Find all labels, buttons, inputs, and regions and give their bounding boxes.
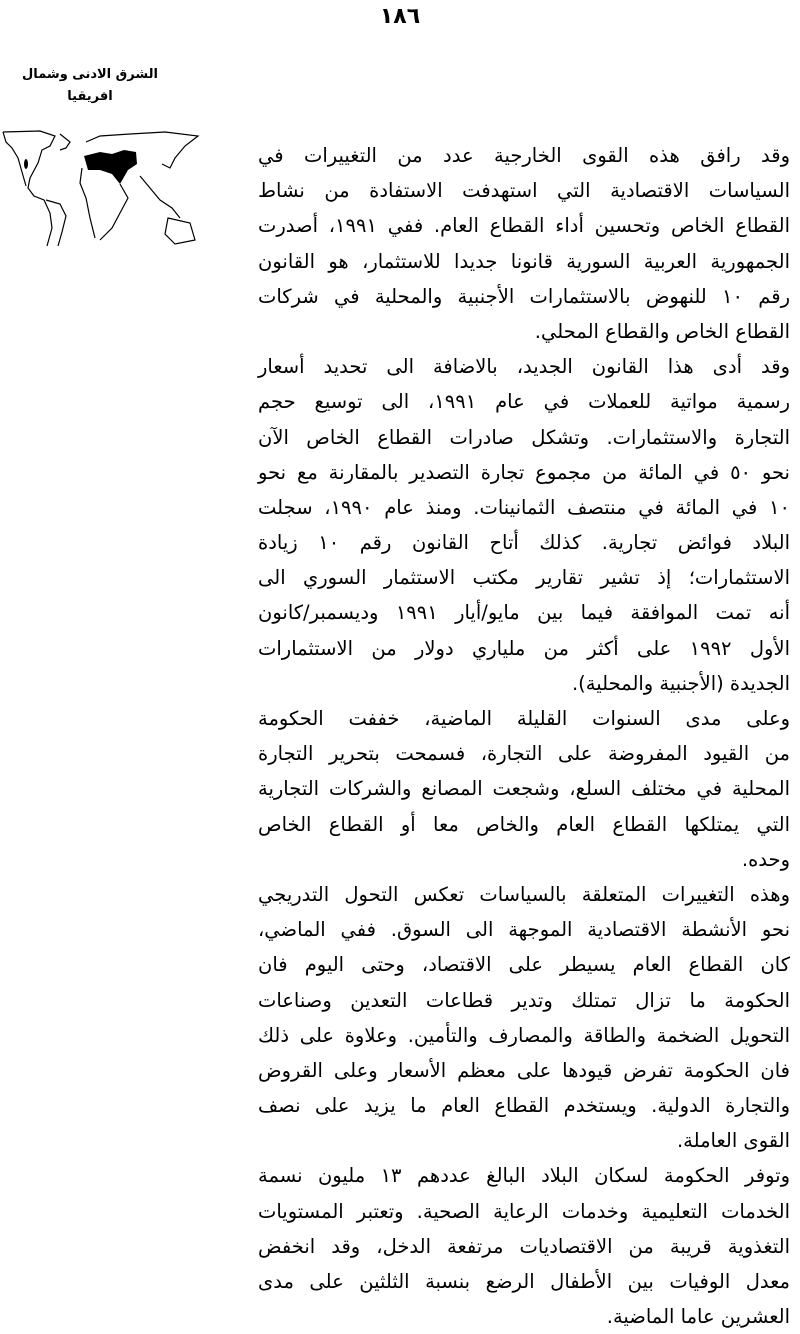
- page-number: ١٨٦: [379, 4, 421, 29]
- text-line: السياسات الاقتصادية التي استهدفت الاستفادة من نشاط: [258, 179, 790, 203]
- text-line: نحو الأنشطة الاقتصادية الموجهة الى السوق. ففي الماضي،: [258, 918, 790, 942]
- text-line: رقم ١٠ للنهوض بالاستثمارات الأجنبية والمحلية في شركات: [258, 284, 791, 308]
- text-line: والتجارة الدولية. ويستخدم القطاع العام ما يزيد على نصف: [258, 1094, 790, 1118]
- world-map-icon: [0, 128, 205, 248]
- text-line: الحكومة ما تزال تمتلك وتدير قطاعات التعدين وصناعات: [258, 988, 790, 1012]
- body-text: [258, 138, 790, 1334]
- text-line: وعلى مدى السنوات القليلة الماضية، خففت الحكومة: [258, 707, 790, 730]
- text-line: ١٠ في المائة في منتصف الثمانينات. ومنذ عام ١٩٩٠، سجلت: [258, 495, 790, 519]
- text-line: فان الحكومة تفرض قيودها على معظم الأسعار وعلى القروض: [258, 1058, 790, 1082]
- text-line: القوى العاملة.: [676, 1129, 790, 1153]
- text-line: كان القطاع العام يسيطر على الاقتصاد، وحتى اليوم فان: [258, 953, 790, 977]
- text-line: التي يمتلكها القطاع العام والخاص معا أو القطاع الخاص: [258, 812, 790, 836]
- text-line: المحلية في مختلف السلع، وشجعت المصانع والشركات التجارية: [258, 777, 790, 801]
- caption-line: الشرق الادنى وشمال: [22, 67, 158, 82]
- text-line: التغذوية قريبة من الاقتصاديات مرتفعة الدخل، وقد انخفض: [258, 1234, 790, 1258]
- text-line: الاستثمارات؛ إذ تشير تقارير مكتب الاستثمار السوري الى: [258, 566, 790, 590]
- text-line: الجديدة (الأجنبية والمحلية).: [571, 671, 790, 695]
- text-line: وقد أدى هذا القانون الجديد، بالاضافة الى تحديد أسعار: [258, 355, 790, 379]
- text-line: معدل الوفيات بين الأطفال الرضع بنسبة الثلثين على مدى: [258, 1270, 790, 1293]
- text-line: وحده.: [741, 847, 790, 871]
- text-line: وهذه التغييرات المتعلقة بالسياسات تعكس التحول التدريجي: [258, 882, 790, 906]
- region-caption: [0, 64, 180, 108]
- text-line: أنه تمت الموافقة فيما بين مايو/أيار ١٩٩١ وديسمبر/كانون: [258, 601, 790, 625]
- text-line: العشرين عاما الماضية.: [606, 1305, 790, 1329]
- text-line: وتوفر الحكومة لسكان البلاد البالغ عددهم ١٣ مليون نسمة: [258, 1164, 790, 1188]
- text-line: القطاع الخاص والقطاع المحلي.: [534, 319, 790, 343]
- text-line: نحو ٥٠ في المائة من مجموع تجارة التصدير بالمقارنة مع نحو: [258, 460, 790, 484]
- text-line: رسمية مواتية للعملات في عام ١٩٩١، الى توسيع حجم: [258, 390, 790, 414]
- text-line: الخدمات التعليمية وخدمات الرعاية الصحية. وتعتبر المستويات: [258, 1199, 790, 1223]
- text-line: وقد رافق هذه القوى الخارجية عدد من التغييرات في: [258, 144, 790, 167]
- text-line: القطاع الخاص وتحسين أداء القطاع العام. ففي ١٩٩١، أصدرت: [258, 214, 790, 238]
- text-line: البلاد فوائض تجارية. كذلك أتاح القانون رقم ١٠ زيادة: [258, 531, 790, 555]
- text-line: من القيود المفروضة على التجارة، فسمحت بتحرير التجارة: [258, 742, 790, 766]
- text-line: التحويل الضخمة والطاقة والمصارف والتأمين. وعلاوة على ذلك: [258, 1023, 790, 1047]
- text-line: الجمهورية العربية السورية قانونا جديدا للاستثمار، هو القانون: [258, 249, 790, 273]
- caption-line: افريقيا: [67, 89, 113, 104]
- text-line: الأول ١٩٩٢ على أكثر من ملياري دولار من الاستثمارات: [258, 636, 790, 660]
- text-line: التجارة والاستثمارات. وتشكل صادرات القطاع الخاص الآن: [258, 425, 790, 449]
